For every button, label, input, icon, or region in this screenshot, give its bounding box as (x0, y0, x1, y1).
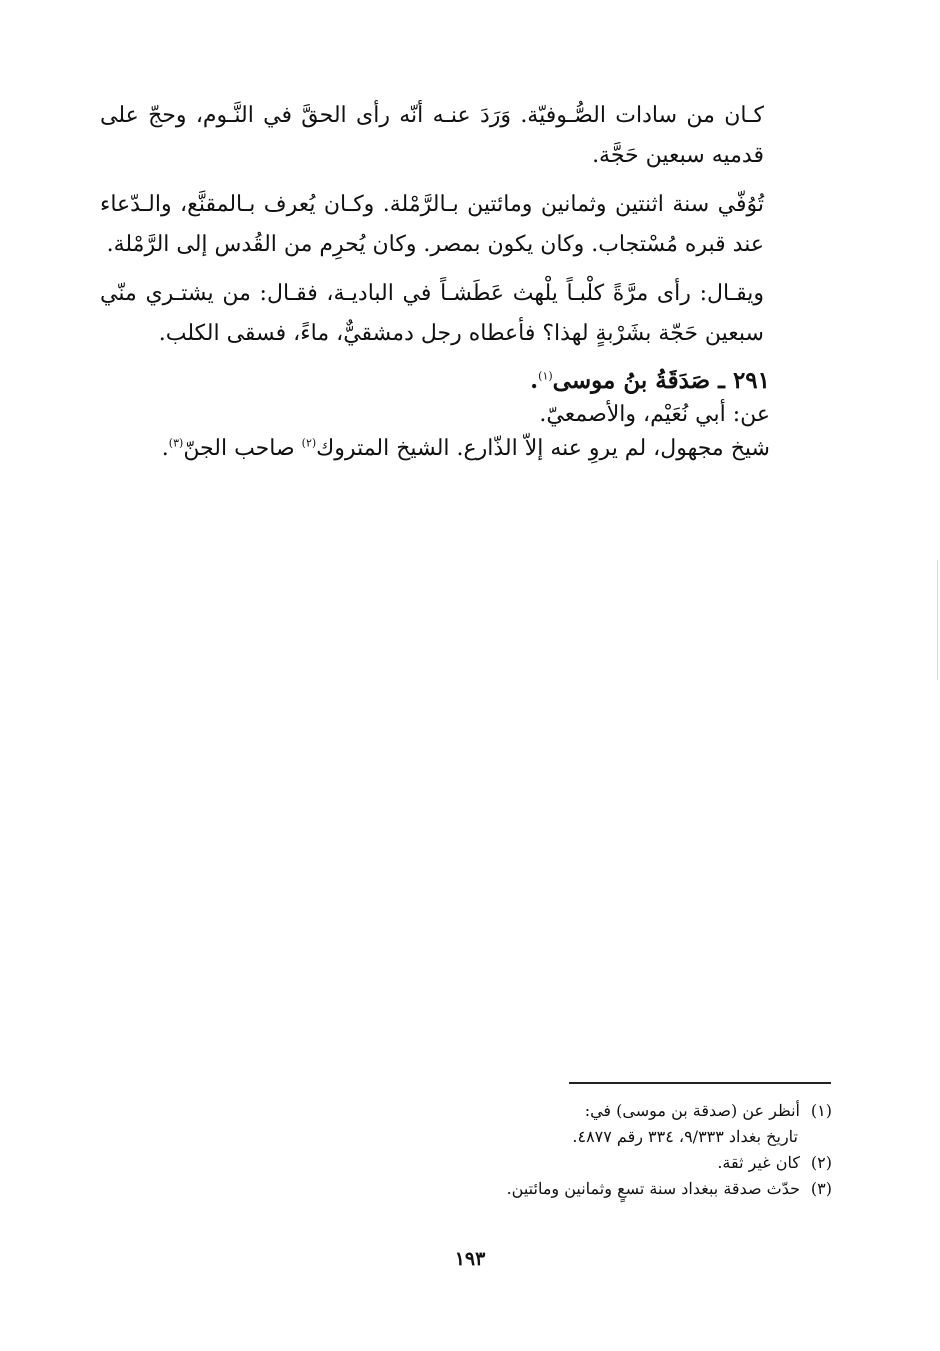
footnote-1-continuation (300, 1124, 832, 1150)
entry-separator: ـ (710, 367, 733, 394)
entry-heading (100, 364, 770, 398)
footnote-number: (٣) (810, 1179, 832, 1198)
footnote-text: تاريخ بغداد ٩/٣٣٣، ٣٣٤ رقم ٤٨٧٧. (572, 1127, 798, 1146)
footnote-text: كان غير ثقة. (717, 1153, 800, 1172)
footnote-number: (١) (810, 1101, 832, 1120)
paragraph-2: تُوُفّي سنة اثنتين وثمانين ومائتين بـالرَّمْلة. وكـان يُعرف بـالمقنَّع، والـدّعاء عند قبره مُسْتجاب. وكان يكون بمصر. وكان يُحرِم من القُدس إلى الرَّمْلة. (100, 192, 764, 257)
entry-description-part1: شيخ مجهول، لم يروِ عنه إلاّ الذّارع. الشيخ المتروك (316, 436, 770, 461)
footnote-number: (٢) (810, 1153, 832, 1172)
entry-description-part2: صاحب الجنّ (183, 436, 302, 461)
footnote-text: أنظر عن (صدقة بن موسى) في: (584, 1101, 800, 1120)
footnote-text: حدّث صدقة ببغداد سنة تسعٍ وثمانين ومائتين. (506, 1179, 800, 1198)
paragraph-1: كـان من سادات الصُّـوفيّة. وَرَدَ عنـه أنّه رأى الحقَّ في النَّـوم، وحجّ على قدميه سبعين حَجَّة. (100, 103, 764, 168)
page-number: ١٩٣ (454, 1248, 486, 1270)
entry-teachers: عن: أبي نُعَيْم، والأصمعيّ. (539, 402, 770, 427)
footnote-3 (300, 1176, 832, 1202)
footnote-divider (569, 1082, 831, 1084)
footnote-2 (300, 1150, 832, 1176)
entry-name: صَدَقَةُ بنُ موسى (552, 367, 711, 394)
footnote-1 (300, 1098, 832, 1124)
entry-number: ٢٩١ (732, 367, 770, 394)
entry-heading-end: . (530, 367, 539, 394)
entry-footnote-ref: (١) (538, 369, 553, 383)
footnotes (300, 1098, 832, 1202)
description-footnote-ref-3: (٣) (168, 436, 184, 450)
paragraph-3: ويقـال: رأى مرَّةً كلْبـاً يلْهث عَطَشـاً في الباديـة، فقـال: من يشتـري منّي سبعين حَجّة بشَرْبةٍ لهذا؟ فأعطاه رجل دمشقيٌّ، ماءً، فسقى الكلب. (100, 281, 764, 346)
scan-edge-mark (937, 560, 938, 680)
description-footnote-ref-2: (٢) (301, 436, 317, 450)
entry-description-end: . (161, 436, 169, 461)
main-text (100, 96, 822, 466)
entry-description (100, 432, 770, 466)
